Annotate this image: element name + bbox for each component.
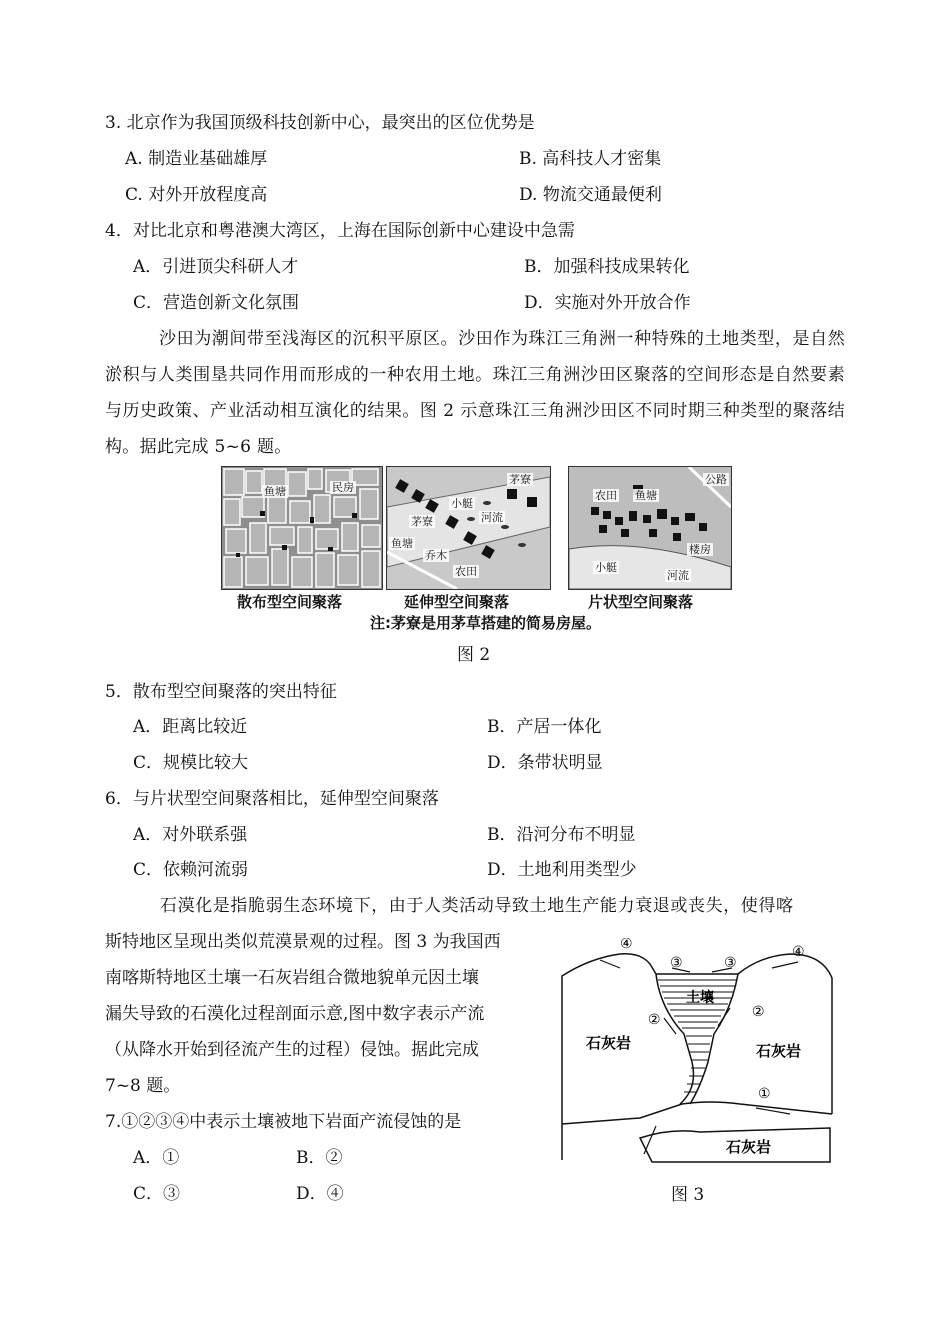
q7-option-b[interactable]: B．② bbox=[296, 1148, 343, 1168]
q5-option-a[interactable]: A．距离比较近 bbox=[133, 717, 248, 737]
label-fishpond-2: 鱼塘 bbox=[391, 537, 413, 550]
label-limestone-right: 石灰岩 bbox=[756, 1042, 802, 1060]
label-farmland: 农田 bbox=[455, 565, 477, 578]
q5-option-d[interactable]: D．条带状明显 bbox=[487, 753, 603, 773]
karst-profile-diagram bbox=[560, 938, 840, 1168]
passage-rocky-desert-line2: 斯特地区呈现出类似荒漠景观的过程。图 3 为我国西 bbox=[105, 932, 501, 952]
q7-option-d[interactable]: D．④ bbox=[296, 1184, 344, 1204]
caption-scattered: 散布型空间聚落 bbox=[237, 593, 343, 611]
q5-option-c[interactable]: C．规模比较大 bbox=[133, 753, 249, 773]
marker-4-right: ④ bbox=[792, 944, 805, 960]
map-scattered bbox=[221, 466, 383, 590]
limestone-left-outline bbox=[562, 954, 656, 1160]
label-hut-1: 茅寮 bbox=[509, 473, 531, 486]
q4-option-a[interactable]: A．引进顶尖科研人才 bbox=[133, 257, 299, 277]
map-patch bbox=[568, 466, 732, 590]
marker-4-left: ④ bbox=[620, 938, 633, 952]
label-fishpond: 鱼塘 bbox=[264, 485, 286, 498]
label-hut-2: 茅寮 bbox=[411, 515, 433, 528]
passage-rocky-desert-line3: 南喀斯特地区土壤一石灰岩组合微地貌单元因土壤 bbox=[105, 968, 479, 988]
q3-option-d[interactable]: D. 物流交通最便利 bbox=[519, 185, 662, 205]
label-building: 楼房 bbox=[689, 543, 711, 556]
label-farmland-3: 农田 bbox=[595, 489, 617, 502]
passage-rocky-desert-line1: 石漠化是指脆弱生态环境下，由于人类活动导致土地生产能力衰退或丧失，使得喀 bbox=[160, 896, 794, 916]
label-tree: 乔木 bbox=[425, 549, 447, 562]
q7-option-c[interactable]: C．③ bbox=[133, 1184, 181, 1204]
marker-3-right: ③ bbox=[724, 955, 737, 971]
q3-option-b[interactable]: B. 高科技人才密集 bbox=[519, 149, 662, 169]
caption-extended: 延伸型空间聚落 bbox=[404, 593, 510, 611]
label-house: 民房 bbox=[332, 481, 354, 494]
figure2-title: 图 2 bbox=[457, 645, 491, 665]
underground-rock-surface bbox=[562, 1102, 832, 1124]
q6-option-c[interactable]: C．依赖河流弱 bbox=[133, 860, 249, 880]
limestone-right-outline bbox=[738, 954, 832, 1114]
q6-option-b[interactable]: B．沿河分布不明显 bbox=[487, 825, 636, 845]
q6-option-d[interactable]: D．土地利用类型少 bbox=[487, 860, 637, 880]
q5-option-b[interactable]: B．产居一体化 bbox=[487, 717, 602, 737]
label-limestone-left: 石灰岩 bbox=[586, 1034, 632, 1052]
q3-option-a[interactable]: A. 制造业基础雄厚 bbox=[125, 149, 268, 169]
passage-rocky-desert-line4: 漏失导致的石漠化过程剖面示意,图中数字表示产流 bbox=[105, 1004, 485, 1024]
caption-patch: 片状型空间聚落 bbox=[588, 593, 694, 611]
q4-option-c[interactable]: C．营造创新文化氛围 bbox=[133, 293, 300, 313]
label-road: 公路 bbox=[705, 473, 727, 486]
scattered-blocks bbox=[222, 467, 382, 589]
q3-stem: 3. 北京作为我国顶级科技创新中心，最突出的区位优势是 bbox=[105, 113, 535, 133]
label-boat: 小艇 bbox=[451, 497, 473, 510]
label-river: 河流 bbox=[481, 511, 503, 524]
label-boat-3: 小艇 bbox=[595, 561, 617, 574]
marker-1: ① bbox=[758, 1086, 771, 1102]
q4-stem: 4．对比北京和粤港澳大湾区，上海在国际创新中心建设中急需 bbox=[105, 221, 575, 241]
q4-option-d[interactable]: D．实施对外开放合作 bbox=[524, 293, 691, 313]
map-extended bbox=[386, 466, 551, 590]
label-river-3: 河流 bbox=[667, 569, 689, 582]
figure3-title: 图 3 bbox=[671, 1185, 705, 1205]
passage-rocky-desert-line5: （从降水开始到径流产生的过程）侵蚀。据此完成 bbox=[105, 1040, 479, 1060]
figure2-note: 注:茅寮是用茅草搭建的简易房屋。 bbox=[370, 614, 602, 632]
passage-rocky-desert-line6: 7~8 题。 bbox=[105, 1076, 181, 1096]
q3-option-c[interactable]: C. 对外开放程度高 bbox=[125, 185, 268, 205]
marker-3-left: ③ bbox=[670, 955, 683, 971]
label-fishpond-3: 鱼塘 bbox=[635, 489, 657, 502]
passage-shatian: 沙田为潮间带至浅海区的沉积平原区。沙田作为珠江三角洲一种特殊的土地类型，是自然淤积与人类围垦共同作用而形成的一种农用土地。珠江三角洲沙田区聚落的空间形态是自然要素与历史政策、产业活动相互演化的结果。图 2 示意珠江三角洲沙田区不同时期三种类型的聚落结构。据此完成 5~6 题。 bbox=[105, 329, 845, 457]
q7-stem: 7.①②③④中表示土壤被地下岩面产流侵蚀的是 bbox=[105, 1112, 462, 1132]
q5-stem: 5．散布型空间聚落的突出特征 bbox=[105, 682, 337, 702]
q6-stem: 6．与片状型空间聚落相比，延伸型空间聚落 bbox=[105, 789, 439, 809]
label-limestone-bottom: 石灰岩 bbox=[726, 1138, 772, 1156]
label-soil: 土壤 bbox=[686, 990, 714, 1006]
marker-2-right: ② bbox=[752, 1004, 765, 1020]
q4-option-b[interactable]: B．加强科技成果转化 bbox=[524, 257, 690, 277]
marker-2-left: ② bbox=[648, 1012, 661, 1028]
q6-option-a[interactable]: A．对外联系强 bbox=[133, 825, 248, 845]
q7-option-a[interactable]: A．① bbox=[133, 1148, 180, 1168]
